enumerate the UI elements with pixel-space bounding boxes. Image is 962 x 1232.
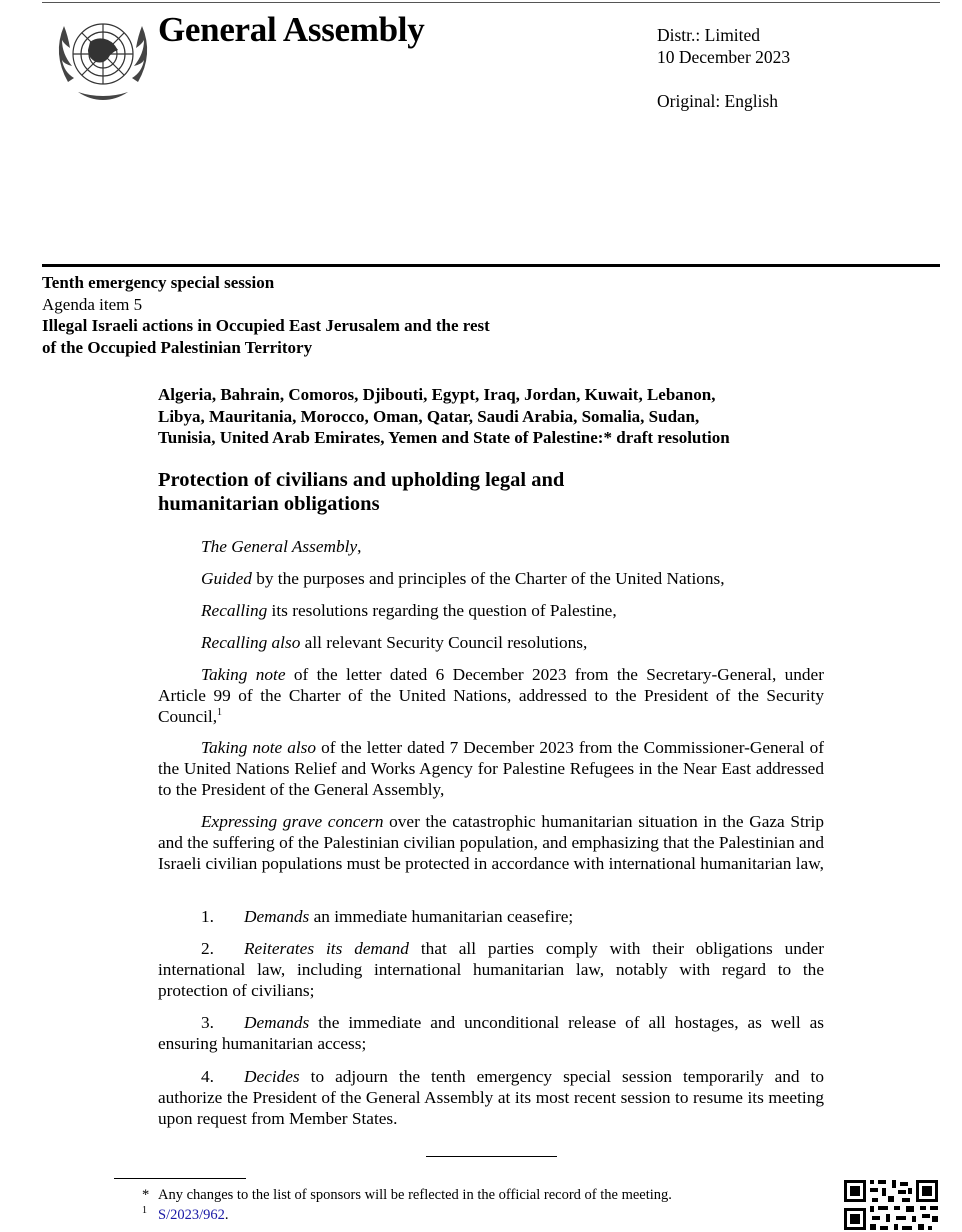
footnote-trail: .: [224, 1207, 229, 1223]
preamble-paragraph: [158, 600, 824, 621]
operative-italic: Decides: [244, 1067, 300, 1086]
footnote-link[interactable]: S/2023/962: [158, 1207, 225, 1223]
operative-number: 1.: [201, 907, 214, 926]
top-rule: [42, 2, 940, 3]
distribution: Distr.: Limited: [657, 25, 761, 45]
operative-number: 3.: [201, 1013, 214, 1032]
original-language: Original: English: [657, 91, 779, 111]
operative-italic: Demands: [244, 907, 310, 926]
preamble-italic: Guided: [201, 569, 252, 588]
sponsors-line2: Libya, Mauritania, Morocco, Oman, Qatar, Saudi Arabia, Somalia, Sudan,: [158, 406, 700, 426]
resolution-title-line2: humanitarian obligations: [158, 493, 380, 515]
preamble-paragraph: [158, 664, 824, 727]
footnote-rule: [114, 1178, 246, 1179]
operative-number: 4.: [201, 1067, 214, 1086]
organ-title: General Assembly: [158, 10, 425, 49]
resolution-title: [158, 468, 564, 516]
preamble-text: its resolutions regarding the question of Palestine,: [267, 601, 617, 620]
preamble-italic: Expressing grave concern: [201, 812, 384, 831]
footnote-mark: 1: [142, 1205, 147, 1217]
footnote-mark: *: [142, 1187, 150, 1203]
operative-paragraph: [158, 938, 824, 1001]
session-name: Tenth emergency special session: [42, 273, 275, 292]
operative-italic: Demands: [244, 1013, 310, 1032]
preamble-paragraph: [158, 568, 824, 589]
sponsors-asterisk: *: [603, 428, 612, 447]
agenda-title-line1: Illegal Israeli actions in Occupied East Jerusalem and the rest: [42, 316, 490, 335]
operative-text: an immediate humanitarian ceasefire;: [309, 907, 574, 926]
sponsors-line1: Algeria, Bahrain, Comoros, Djibouti, Egypt, Iraq, Jordan, Kuwait, Lebanon,: [158, 385, 716, 404]
operative-paragraph: [158, 906, 824, 927]
footnote-ref[interactable]: 1: [217, 707, 223, 719]
preamble-italic: Recalling: [201, 601, 268, 620]
footnote-1: [142, 1206, 229, 1224]
agenda-title-line2: of the Occupied Palestinian Territory: [42, 337, 313, 357]
sponsors-line3: [158, 427, 830, 449]
operative-number: 2.: [201, 939, 214, 958]
operative-text: that all parties comply with their obligations under international law, including international humanitarian law, notably with regard to the protection of civilians;: [158, 939, 824, 1000]
operative-text: to adjourn the tenth emergency special session temporarily and to authorize the President of the General Assembly at its most recent session to resume its meeting upon request from Member States.: [158, 1067, 824, 1128]
sponsors-suffix: draft resolution: [611, 428, 730, 447]
preamble-text: of the letter dated 6 December 2023 from the Secretary-General, under Article 99 of the Charter of the United Nations, addressed to the President of the Security Council,: [158, 665, 824, 726]
sponsors-line3-text: Tunisia, United Arab Emirates, Yemen and State of Palestine:: [158, 428, 604, 447]
operative-paragraph: [158, 1012, 824, 1054]
qr-code-icon: [842, 1178, 940, 1232]
preamble-text: all relevant Security Council resolutions,: [300, 633, 588, 652]
sponsors-block: [158, 384, 830, 449]
end-separator: [426, 1156, 557, 1157]
footnote-sponsors: [142, 1186, 672, 1204]
preamble-paragraph: [158, 632, 824, 653]
preamble-text: over the catastrophic humanitarian situation in the Gaza Strip and the suffering of the Palestinian civilian population, and emphasizing that the Palestinian and Israeli civilian populations must be protected in accordance with international humanitarian law,: [158, 812, 824, 873]
header-rule: [42, 264, 940, 267]
preamble-italic: Recalling also: [201, 633, 301, 652]
agenda-item: Agenda item 5: [42, 294, 143, 314]
preamble-paragraph: [158, 737, 824, 800]
document-date: 10 December 2023: [657, 47, 791, 67]
operative-text: the immediate and unconditional release of all hostages, as well as ensuring humanitarian access;: [158, 1013, 824, 1053]
un-emblem-icon: [50, 12, 156, 100]
operative-italic: Reiterates its demand: [244, 939, 409, 958]
preamble-paragraph: [158, 536, 824, 557]
session-block: [42, 272, 490, 358]
footnote-text: Any changes to the list of sponsors will be reflected in the official record of the meeting.: [158, 1187, 672, 1203]
preamble-text: of the letter dated 7 December 2023 from the Commissioner-General of the United Nations Relief and Works Agency for Palestine Refugees in the Near East addressed to the President of the General Assembly,: [158, 738, 824, 799]
preamble-italic: The General Assembly: [201, 537, 358, 556]
resolution-title-line1: Protection of civilians and upholding legal and: [158, 469, 565, 491]
preamble-text: ,: [357, 537, 362, 556]
preamble-text: by the purposes and principles of the Charter of the United Nations,: [251, 569, 725, 588]
preamble-italic: Taking note: [201, 665, 286, 684]
preamble-paragraph: [158, 811, 824, 874]
operative-paragraph: [158, 1066, 824, 1129]
preamble-italic: Taking note also: [201, 738, 317, 757]
